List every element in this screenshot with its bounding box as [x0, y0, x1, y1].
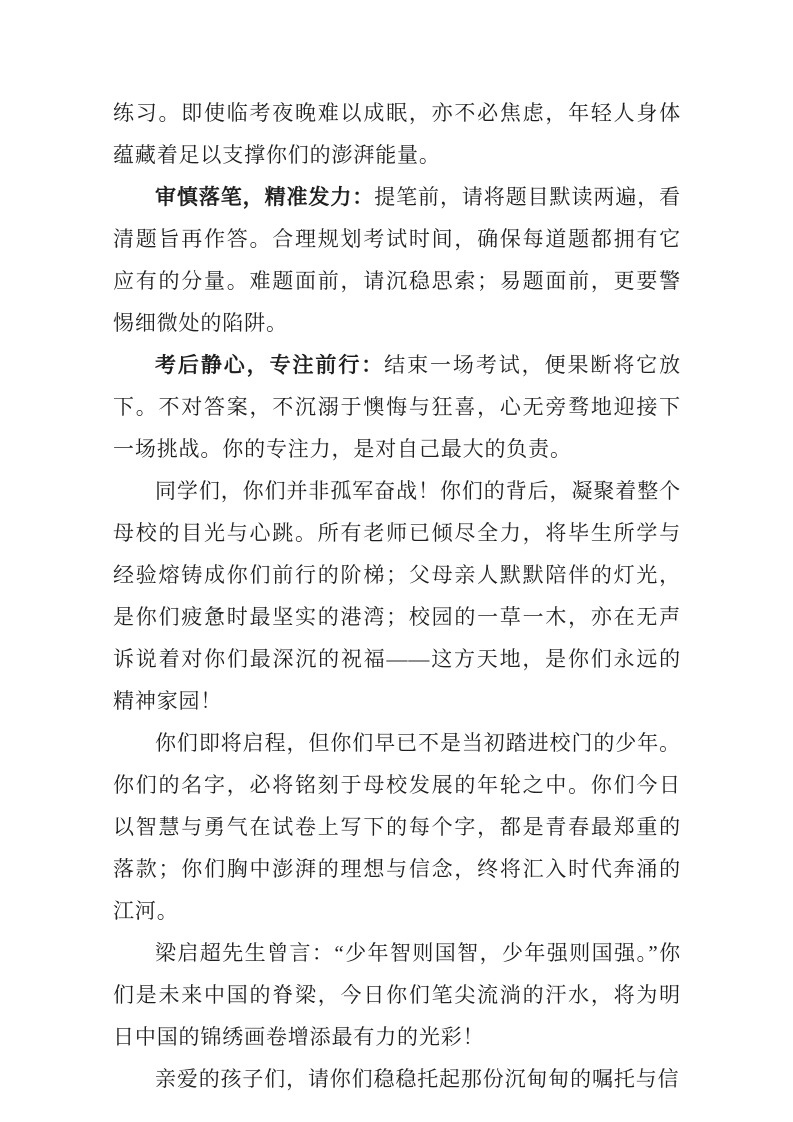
- paragraph: [113, 176, 681, 344]
- paragraph: [113, 92, 681, 176]
- paragraph-text: 你们即将启程，但你们早已不是当初踏进校门的少年。你们的名字，必将铭刻于母校发展的年轮之中。你们今日以智慧与勇气在试卷上写下的每个字，都是青春最郑重的落款；你们胸中澎湃的理想与信念，终将汇入时代奔涌的江河。: [113, 731, 681, 923]
- document-body-text: [113, 92, 681, 1100]
- paragraph-text: 亲爱的孩子们，请你们稳稳托起那份沉甸甸的嘱托与信: [155, 1067, 680, 1091]
- paragraph-text: 提笔前，请将题目默读两遍，看清题旨再作答。合理规划考试时间，确保每道题都拥有它应有的分量。难题面前，请沉稳思索；易题面前，更要警惕细微处的陷阱。: [113, 185, 682, 335]
- paragraph: [113, 1058, 681, 1100]
- paragraph: [113, 344, 681, 470]
- paragraph-lead: 审慎落笔，精准发力：: [155, 185, 375, 209]
- paragraph-text: 结束一场考试，便果断将它放下。不对答案，不沉溺于懊悔与狂喜，心无旁骛地迎接下一场挑战。你的专注力，是对自己最大的负责。: [113, 353, 681, 461]
- paragraph: [113, 722, 681, 932]
- paragraph-text: 练习。即使临考夜晚难以成眠，亦不必焦虑，年轻人身体蕴藏着足以支撑你们的澎湃能量。: [113, 101, 681, 167]
- paragraph: [113, 932, 681, 1058]
- paragraph: [113, 470, 681, 722]
- paragraph-text: 同学们，你们并非孤军奋战！你们的背后，凝聚着整个母校的目光与心跳。所有老师已倾尽全力，将毕生所学与经验熔铸成你们前行的阶梯；父母亲人默默陪伴的灯光，是你们疲惫时最坚实的港湾；校园的一草一木，亦在无声诉说着对你们最深沉的祝福——这方天地，是你们永远的精神家园！: [113, 479, 681, 713]
- paragraph-text: 梁启超先生曾言：“少年智则国智，少年强则国强。”你们是未来中国的脊梁，今日你们笔尖流淌的汗水，将为明日中国的锦绣画卷增添最有力的光彩！: [113, 941, 681, 1049]
- paragraph-lead: 考后静心，专注前行：: [155, 353, 385, 377]
